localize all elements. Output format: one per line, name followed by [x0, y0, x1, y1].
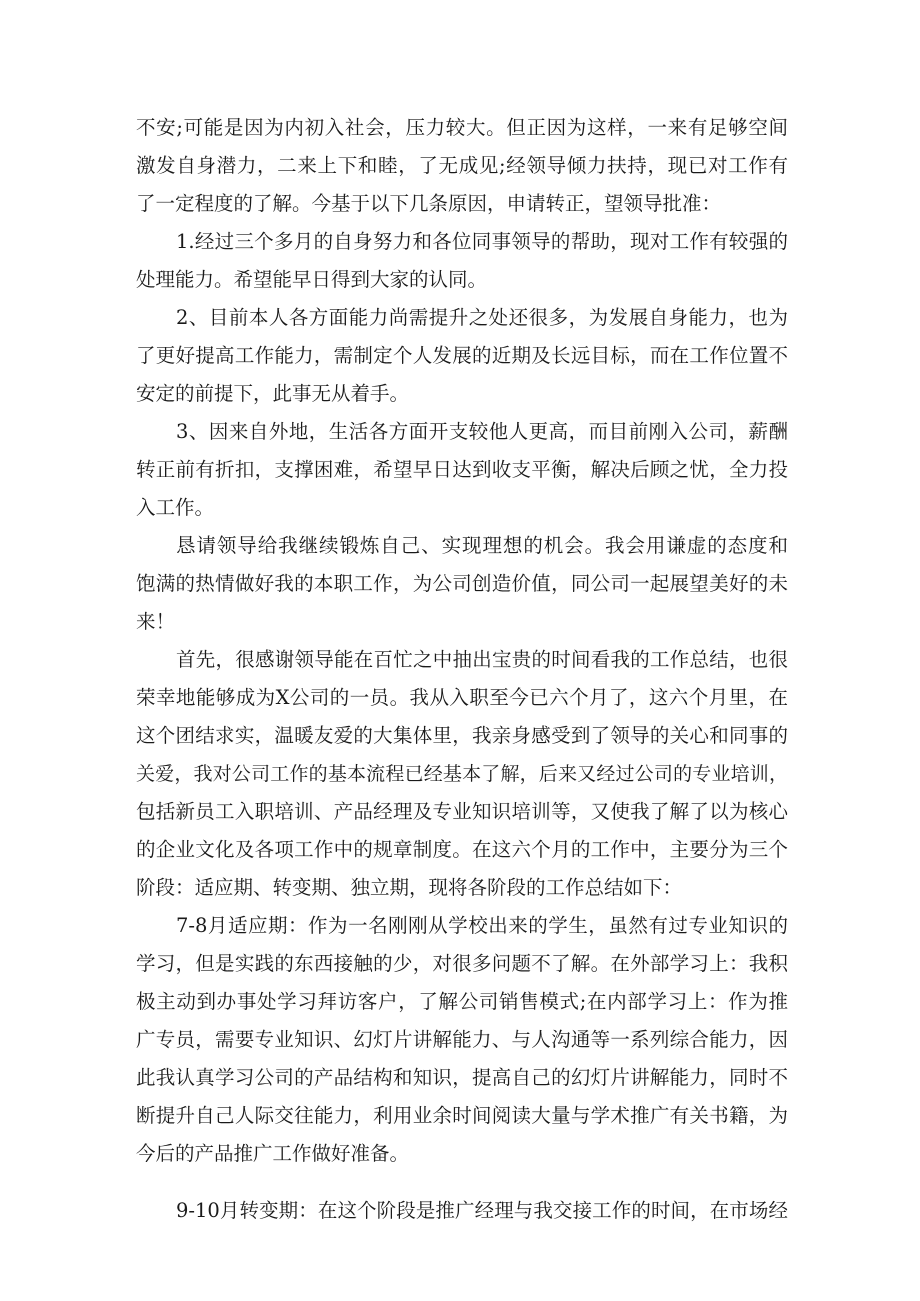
text-line: 断提升自己人际交往能力，利用业余时间阅读大量与学术推广有关书籍，为	[136, 1104, 788, 1127]
text-line: 安定的前提下，此事无从着手。	[136, 382, 410, 405]
text-line: 这个团结求实，温暖友爱的大集体里，我亲身感受到了领导的关心和同事的	[136, 724, 788, 747]
text-line: 不安;可能是因为内初入社会，压力较大。但正因为这样，一来有足够空间	[136, 116, 788, 139]
text-line: 的企业文化及各项工作中的规章制度。在这六个月的工作中，主要分为三个	[136, 838, 788, 861]
text-line: 激发自身潜力，二来上下和睦，了无成见;经领导倾力扶持，现已对工作有	[136, 154, 788, 177]
text-line: 首先，很感谢领导能在百忙之中抽出宝贵的时间看我的工作总结，也很	[176, 648, 788, 671]
text-line: 包括新员工入职培训、产品经理及专业知识培训等，又使我了解了以为核心	[136, 800, 788, 823]
text-line: 来！	[136, 610, 176, 633]
text-line: 广专员，需要专业知识、幻灯片讲解能力、与人沟通等一系列综合能力，因	[136, 1028, 788, 1051]
text-line: 了一定程度的了解。今基于以下几条原因，申请转正，望领导批准：	[136, 192, 722, 215]
text-line: 阶段：适应期、转变期、独立期，现将各阶段的工作总结如下：	[136, 876, 683, 899]
text-line: 极主动到办事处学习拜访客户，了解公司销售模式;在内部学习上：作为推	[136, 990, 788, 1013]
text-line: 荣幸地能够成为X公司的一员。我从入职至今已六个月了，这六个月里，在	[136, 686, 788, 709]
text-line: 2、目前本人各方面能力尚需提升之处还很多，为发展自身能力，也为	[176, 306, 788, 329]
text-line: 饱满的热情做好我的本职工作，为公司创造价值，同公司一起展望美好的未	[136, 572, 788, 595]
text-line: 7-8月适应期：作为一名刚刚从学校出来的学生，虽然有过专业知识的	[176, 914, 788, 937]
text-line: 入工作。	[136, 496, 215, 519]
text-line: 此我认真学习公司的产品结构和知识，提高自己的幻灯片讲解能力，同时不	[136, 1066, 788, 1089]
text-line: 关爱，我对公司工作的基本流程已经基本了解，后来又经过公司的专业培训，	[136, 763, 788, 785]
text-line: 9-10月转变期：在这个阶段是推广经理与我交接工作的时间，在市场经	[176, 1199, 788, 1222]
text-line: 恳请领导给我继续锻炼自己、实现理想的机会。我会用谦虚的态度和	[176, 534, 788, 557]
text-line: 转正前有折扣，支撑困难，希望早日达到收支平衡，解决后顾之忧，全力投	[136, 458, 788, 481]
text-line: 3、因来自外地，生活各方面开支较他人更高，而目前刚入公司，薪酬	[176, 420, 788, 443]
text-line: 处理能力。希望能早日得到大家的认同。	[136, 268, 488, 291]
text-line: 了更好提高工作能力，需制定个人发展的近期及长远目标，而在工作位置不	[136, 344, 788, 367]
text-line: 今后的产品推广工作做好准备。	[136, 1142, 410, 1165]
text-line: 学习，但是实践的东西接触的少，对很多问题不了解。在外部学习上：我积	[136, 952, 788, 975]
text-line: 1.经过三个多月的自身努力和各位同事领导的帮助，现对工作有较强的	[176, 230, 788, 253]
